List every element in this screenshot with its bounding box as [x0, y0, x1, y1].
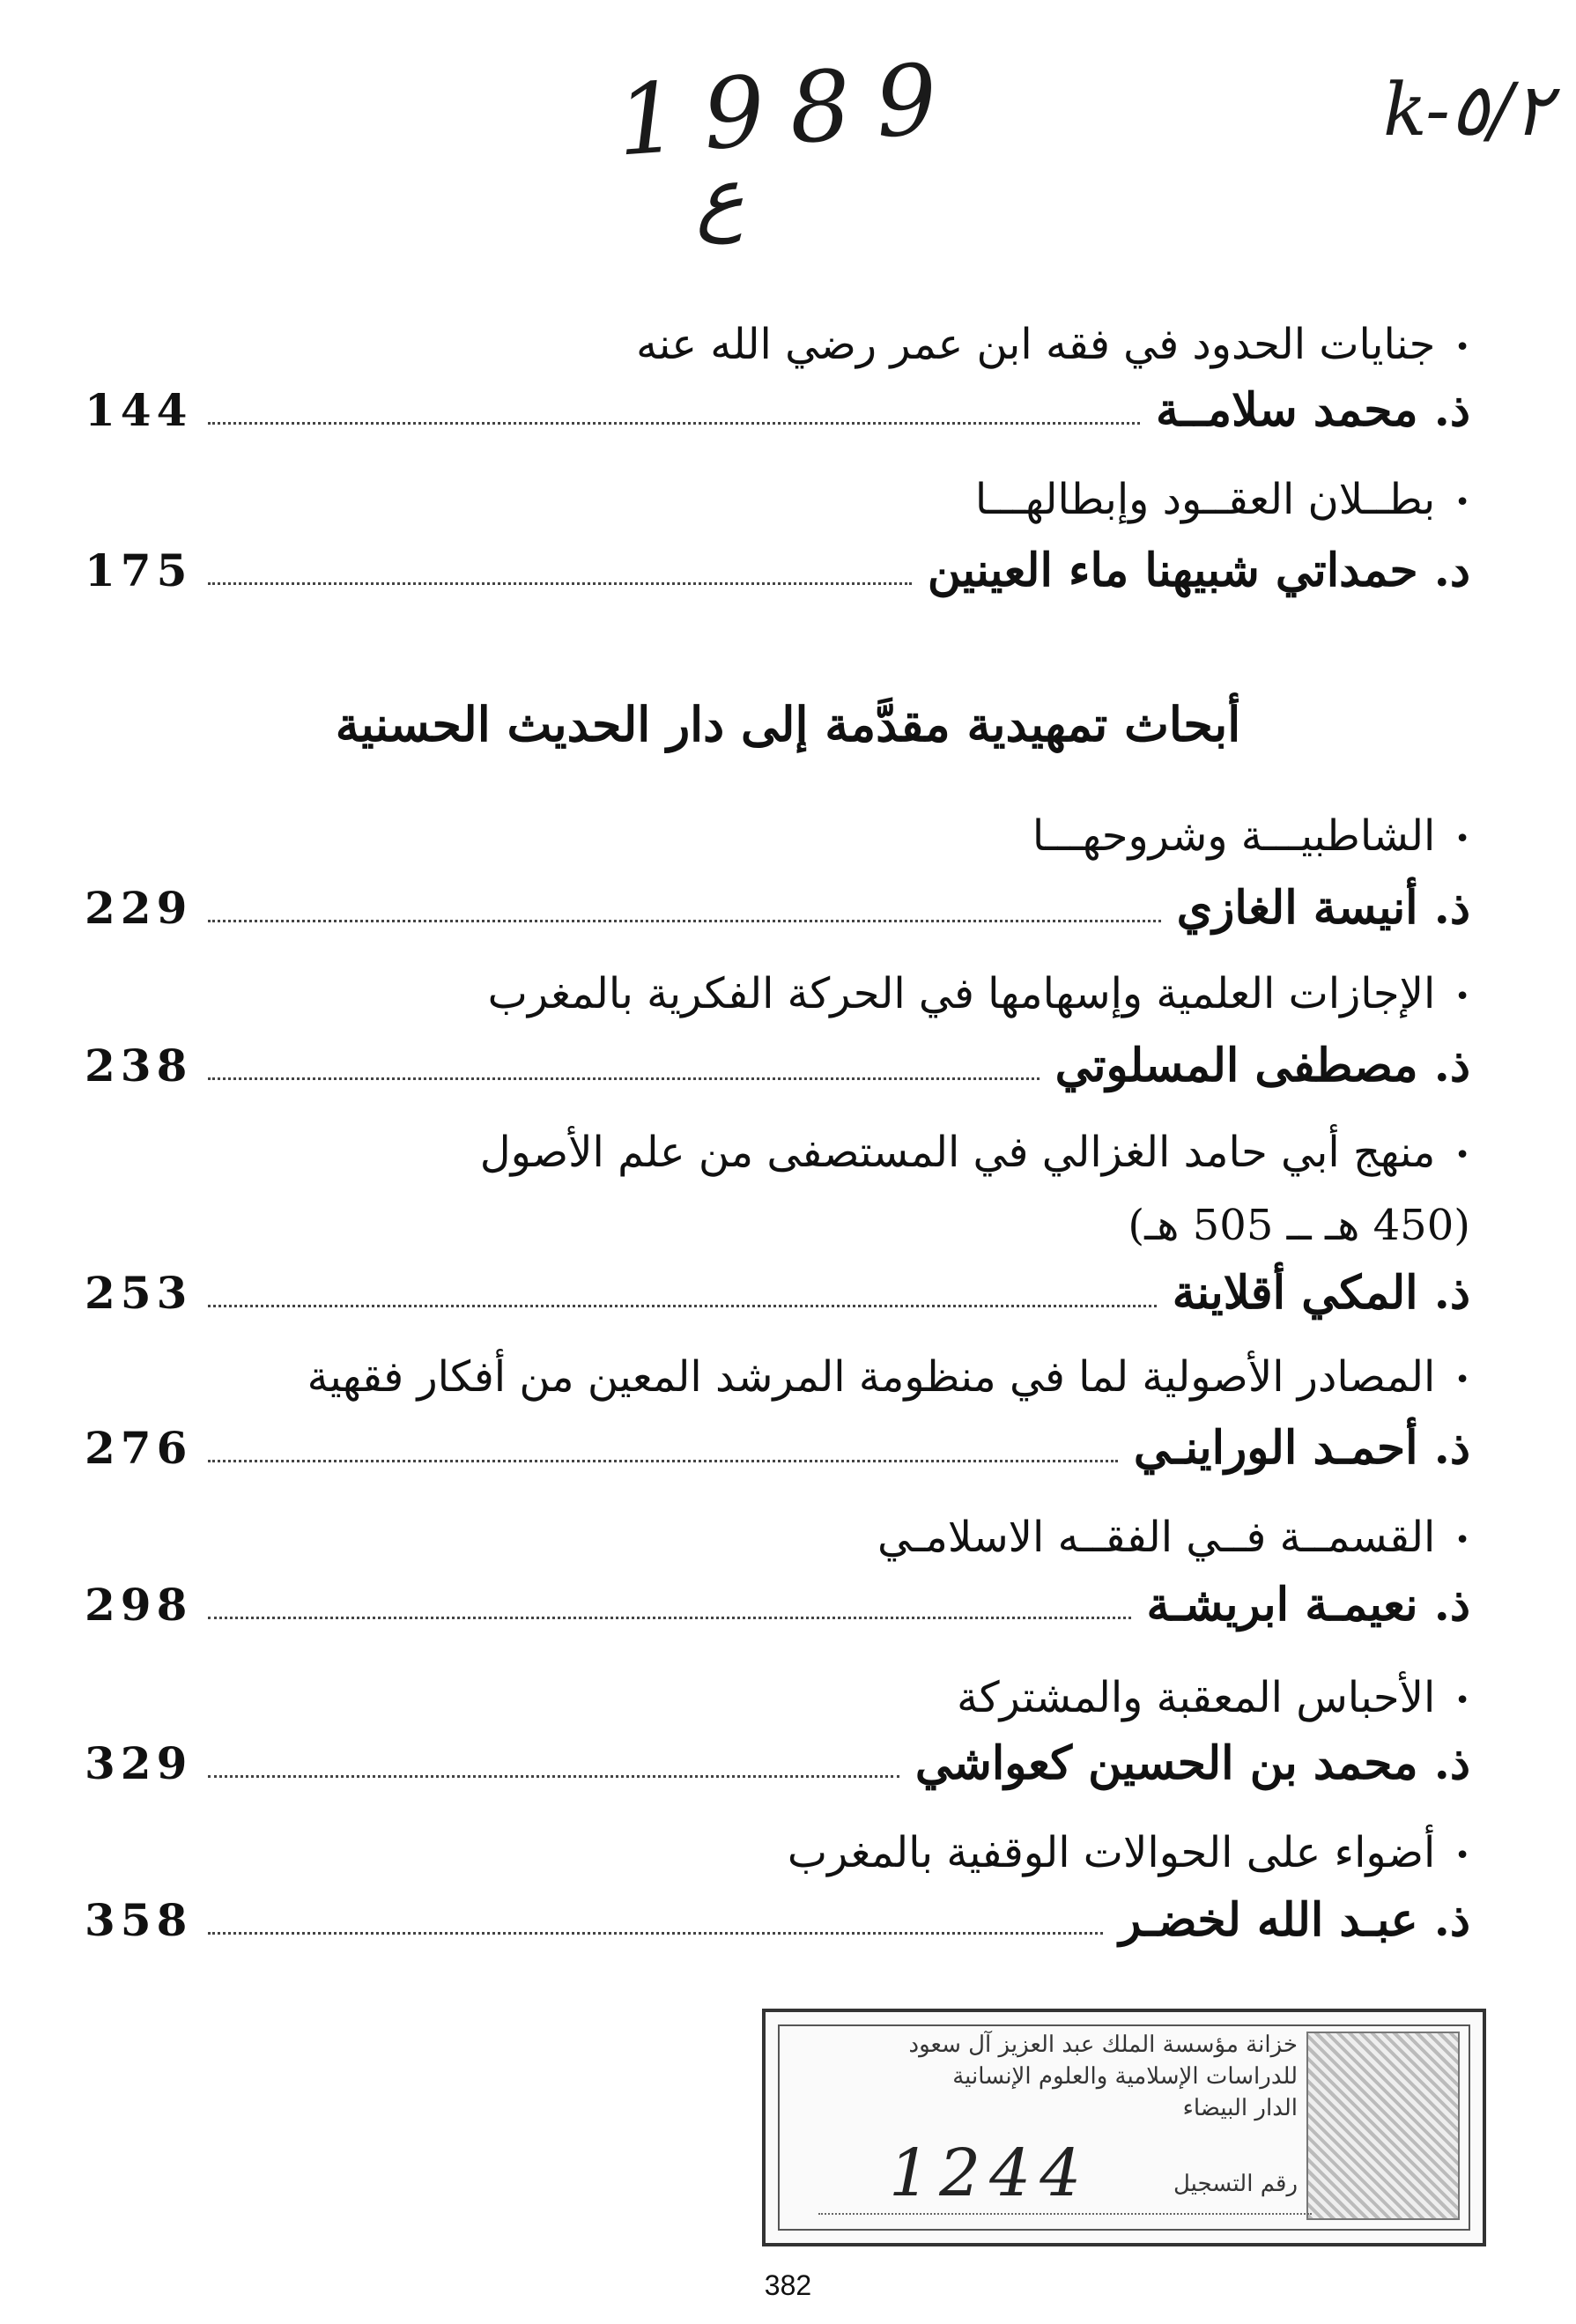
toc-entry-title: [78, 965, 1470, 1026]
toc-entry-page: 276: [85, 1421, 193, 1474]
toc-entry-page: 253: [85, 1266, 193, 1319]
toc-entry-title: [78, 807, 1470, 869]
toc-entry-author: د. حمداتي شبيهنا ماء العينين: [927, 543, 1470, 597]
dot-leader: [208, 422, 1140, 425]
toc-entry-page: 144: [85, 383, 193, 436]
dot-leader: [208, 1775, 899, 1778]
toc-entry-title: [78, 315, 1470, 377]
section-heading: أبحاث تمهيدية مقدَّمة إلى دار الحديث الحسنية: [335, 696, 1241, 752]
toc-entry-row: [85, 379, 1470, 440]
toc-entry-author: ذ. المكي أقلاينة: [1172, 1265, 1470, 1320]
toc-entry-row: [85, 1262, 1470, 1323]
library-stamp: [762, 2009, 1486, 2246]
page-number: 382: [764, 2269, 812, 2301]
stamp-emblem-icon: [1306, 2032, 1460, 2220]
toc-entry-author: ذ. محمد بن الحسين كعواشي: [914, 1736, 1470, 1790]
stamp-line-3: الدار البيضاء: [1182, 2095, 1298, 2121]
bullet-icon: •: [1454, 1524, 1470, 1556]
toc-entry-title-text: المصادر الأصولية لما في منظومة المرشد المعين من أفكار فقهية: [307, 1352, 1436, 1402]
bullet-icon: •: [1454, 1139, 1470, 1171]
toc-entry-row: [85, 539, 1470, 601]
dot-leader: [208, 1077, 1039, 1080]
toc-entry-title: [78, 1669, 1470, 1730]
dot-leader: [208, 1460, 1118, 1462]
bullet-icon: •: [1454, 981, 1470, 1012]
bullet-icon: •: [1454, 1839, 1470, 1871]
toc-entry-title-text: منهج أبي حامد الغزالي في المستصفى من علم الأصول: [479, 1128, 1436, 1177]
toc-entry-page: 358: [85, 1893, 193, 1946]
toc-entry-author: ذ. محمد سلامــة: [1155, 382, 1470, 437]
toc-entry-title: [78, 1824, 1470, 1885]
toc-entry-page: 298: [85, 1578, 193, 1631]
toc-entry-row: [85, 1034, 1470, 1096]
toc-entry-author: ذ. مصطفى المسلوتي: [1054, 1038, 1470, 1092]
dot-leader: [208, 920, 1160, 922]
bullet-icon: •: [1454, 331, 1470, 363]
toc-entry-title-line2: (450 هـ ــ 505 هـ): [1128, 1201, 1470, 1250]
toc-entry-author: ذ. عبـد الله لخضـر: [1119, 1892, 1470, 1947]
toc-entry-title-text: الأحباس المعقبة والمشتركة: [957, 1673, 1436, 1722]
toc-entry-row: [85, 1573, 1470, 1635]
toc-entry-title-text: بطــلان العقــود وإبطالهـــا: [974, 475, 1436, 524]
dot-leader: [208, 1305, 1156, 1307]
bullet-icon: •: [1454, 1684, 1470, 1716]
stamp-line-2: للدراسات الإسلامية والعلوم الإنسانية: [952, 2063, 1298, 2090]
toc-entry-author: ذ. أنيسة الغازي: [1176, 880, 1470, 935]
toc-entry-page: 329: [85, 1736, 193, 1789]
bullet-icon: •: [1454, 1364, 1470, 1395]
stamp-label: رقم التسجيل: [1173, 2171, 1298, 2197]
toc-entry-row: [85, 1732, 1470, 1794]
toc-entry-author: ذ. نعيمـة ابريشـة: [1146, 1577, 1470, 1632]
dot-leader: [208, 1932, 1103, 1935]
toc-entry-title-text: القسمــة فــي الفقــه الاسلامـي: [877, 1513, 1436, 1562]
handwritten-year: 1989: [613, 41, 966, 178]
bullet-icon: •: [1454, 823, 1470, 855]
toc-entry-row: [85, 877, 1470, 938]
stamp-rule: [818, 2213, 1312, 2215]
toc-entry-title-text: الشاطبيـــة وشروحهـــا: [1032, 811, 1436, 861]
bullet-icon: •: [1454, 486, 1470, 518]
toc-entry-page: 229: [85, 881, 193, 934]
toc-entry-title: [78, 1123, 1470, 1185]
toc-entry-title-text: الإجازات العلمية وإسهامها في الحركة الفكرية بالمغرب: [487, 969, 1436, 1018]
toc-entry-row: [85, 1417, 1470, 1478]
toc-entry-page: 238: [85, 1039, 193, 1092]
stamp-number: 1244: [889, 2135, 1091, 2211]
stamp-line-1: خزانة مؤسسة الملك عبد العزيز آل سعود: [908, 2032, 1298, 2058]
toc-entry-title-text: أضواء على الحوالات الوقفية بالمغرب: [787, 1828, 1436, 1877]
dot-leader: [208, 1617, 1130, 1619]
toc-entry-title: [78, 1508, 1470, 1570]
toc-entry-title: [78, 470, 1470, 532]
toc-entry-title: [78, 1348, 1470, 1410]
toc-entry-author: ذ. أحمـد الوراينـي: [1133, 1420, 1470, 1475]
toc-entry-page: 175: [85, 544, 193, 596]
toc-entry-row: [85, 1889, 1470, 1950]
dot-leader: [208, 582, 912, 585]
handwritten-corner-note: k-٥/٢: [1383, 69, 1552, 152]
toc-entry-title-text: جنايات الحدود في فقه ابن عمر رضي الله عنه: [636, 320, 1436, 369]
handwritten-code: ع: [696, 150, 744, 244]
